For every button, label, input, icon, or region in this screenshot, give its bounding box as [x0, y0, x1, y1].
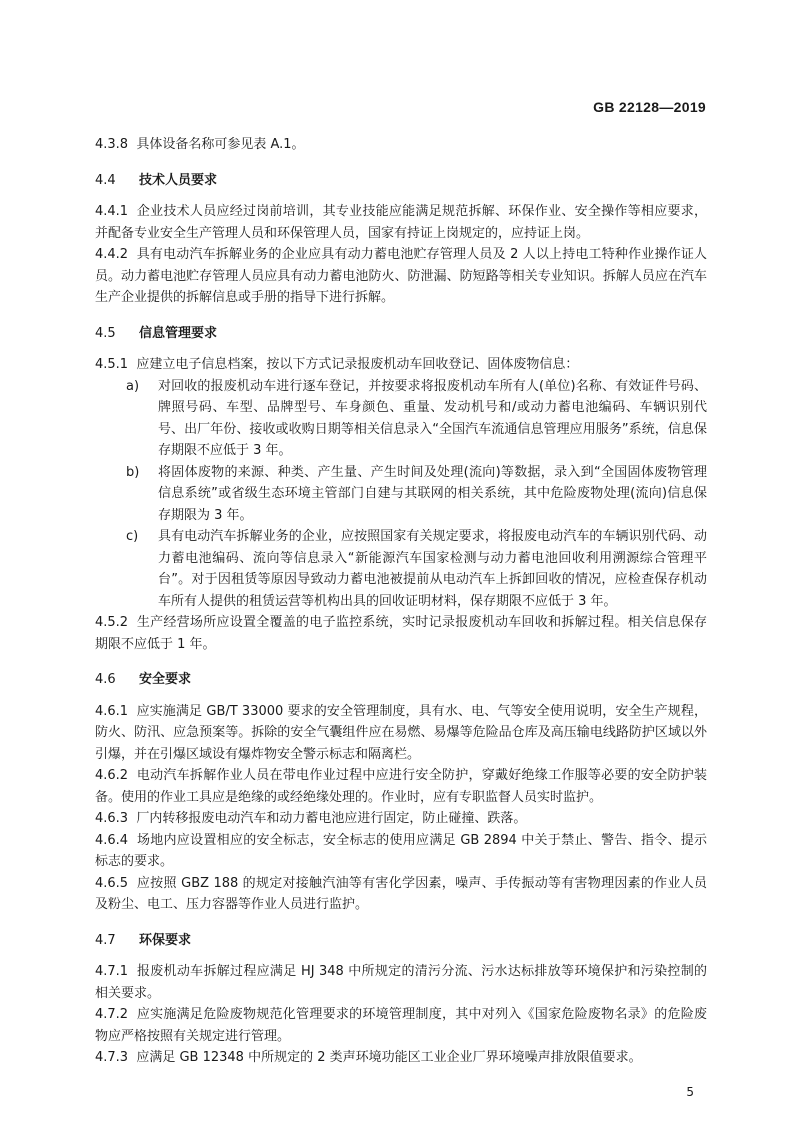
- clause-text: 报废机动车拆解过程应满足 HJ 348 中所规定的清污分流、污水达标排放等环境保护和污染控制的相关要求。: [95, 964, 708, 1001]
- clause-text: 生产经营场所应设置全覆盖的电子监控系统，实时记录报废机动车回收和拆解过程。相关信息保存期限不应低于 1 年。: [95, 615, 707, 652]
- clause-number: 4.7.3: [95, 1050, 129, 1065]
- clause-4-6-4: [95, 830, 707, 873]
- list-marker: c): [126, 529, 139, 544]
- clause-number: 4.7.2: [95, 1007, 129, 1022]
- clause-number: 4.6.5: [95, 875, 129, 891]
- section-heading-4-5: [95, 323, 707, 345]
- clause-text: 应按照 GBZ 188 的规定对接触汽油等有害化学因素，噪声、手传振动等有害物理因素的作业人员及粉尘、电工、压力容器等作业人员进行监护。: [95, 875, 708, 912]
- section-heading-4-6: [95, 669, 707, 691]
- clause-4-4-2: [95, 244, 707, 309]
- clause-4-6-5: [95, 873, 707, 916]
- clause-number: 4.6.2: [95, 768, 129, 783]
- list-item-c: [95, 526, 707, 612]
- list-4-5-1: [95, 376, 707, 613]
- clause-number: 4.6.4: [95, 832, 129, 848]
- clause-4-7-1: [95, 961, 707, 1004]
- page-body: [95, 134, 707, 1069]
- clause-number: 4.4.2: [95, 247, 129, 262]
- clause-4-6-3: [95, 808, 707, 830]
- clause-4-7-2: [95, 1004, 707, 1047]
- section-title: 环保要求: [139, 932, 192, 948]
- section-title: 技术人员要求: [139, 172, 218, 188]
- list-marker: a): [126, 378, 140, 394]
- clause-text: 应建立电子信息档案，按以下方式记录报废机动车回收登记、固体废物信息：: [136, 357, 579, 372]
- clause-number: 4.4.1: [95, 204, 129, 219]
- clause-4-6-1: [95, 701, 707, 766]
- clause-4-5-2: [95, 612, 707, 655]
- clause-text: 应实施满足危险废物规范化管理要求的环境管理制度，其中对列入《国家危险废物名录》的危险废物应严格按照有关规定进行管理。: [95, 1007, 707, 1044]
- clause-number: 4.5.1: [95, 357, 129, 372]
- clause-4-6-2: [95, 765, 707, 808]
- section-title: 安全要求: [139, 672, 192, 687]
- section-title: 信息管理要求: [139, 325, 218, 341]
- list-item-a: [95, 376, 707, 462]
- clause-4-4-1: [95, 201, 707, 244]
- clause-text: 应实施满足 GB/T 33000 要求的安全管理制度，具有水、电、气等安全使用说明，安全生产规程，防火、防汛、应急预案等。拆除的安全气囊组件应在易燃、易爆等危险品仓库及高压输电线路防护区域以外引爆，并在引爆区域设有爆炸物安全警示标志和隔离栏。: [95, 703, 707, 762]
- clause-number: 4.3.8: [95, 137, 129, 152]
- list-item-text: 具有电动汽车拆解业务的企业，应按照国家有关规定要求，将报废电动汽车的车辆识别代码、动力蓄电池编码、流向等信息录入“新能源汽车国家检测与动力蓄电池回收利用溯源综合管理平台”。对于因租赁等原因导致动力蓄电池被提前从电动汽车上拆卸回收的情况，应检查保存机动车所有人提供的租赁运营等机构出具的回收证明材料，保存期限不应低于 3 年。: [158, 529, 707, 609]
- clause-4-7-3: [95, 1047, 707, 1069]
- clause-text: 具体设备名称可参见表 A.1。: [136, 137, 305, 152]
- clause-number: 4.6.1: [95, 703, 129, 719]
- clause-4-5-1: [95, 354, 707, 376]
- section-number: 4.6: [95, 672, 116, 687]
- list-item-text: 对回收的报废机动车进行逐车登记，并按要求将报废机动车所有人(单位)名称、有效证件号码、牌照号码、车型、品牌型号、车身颜色、重量、发动机号和/或动力蓄电池编码、车辆识别代号、出厂年份、接收或收购日期等相关信息录入“全国汽车流通信息管理应用服务”系统，信息保存期限不应低于 3 年。: [158, 378, 707, 458]
- clause-text: 场地内应设置相应的安全标志，安全标志的使用应满足 GB 2894 中关于禁止、警告、指令、提示标志的要求。: [95, 832, 708, 869]
- clause-number: 4.5.2: [95, 615, 129, 630]
- document-code: GB 22128—2019: [593, 99, 706, 115]
- section-heading-4-4: [95, 170, 707, 192]
- page-number: 5: [686, 1085, 694, 1099]
- clause-number: 4.6.3: [95, 811, 129, 826]
- section-number: 4.5: [95, 325, 116, 341]
- clause-number: 4.7.1: [95, 964, 129, 979]
- section-number: 4.4: [95, 172, 116, 188]
- clause-4-3-8: [95, 134, 707, 156]
- clause-text: 厂内转移报废电动汽车和动力蓄电池应进行固定，防止碰撞、跌落。: [136, 811, 527, 826]
- section-heading-4-7: [95, 930, 707, 952]
- list-item-text: 将固体废物的来源、种类、产生量、产生时间及处理(流向)等数据，录入到“全国固体废物管理信息系统”或省级生态环境主管部门自建与其联网的相关系统，其中危险废物处理(流向)信息保存期限为 3 年。: [158, 464, 707, 523]
- list-item-b: [95, 462, 707, 527]
- section-number: 4.7: [95, 932, 116, 948]
- clause-text: 应满足 GB 12348 中所规定的 2 类声环境功能区工业企业厂界环境噪声排放限值要求。: [136, 1050, 642, 1065]
- clause-text: 具有电动汽车拆解业务的企业应具有动力蓄电池贮存管理人员及 2 人以上持电工特种作业操作证人员。动力蓄电池贮存管理人员应具有动力蓄电池防火、防泄漏、防短路等相关专业知识。拆解人员应在汽车生产企业提供的拆解信息或手册的指导下进行拆解。: [95, 247, 708, 305]
- clause-text: 企业技术人员应经过岗前培训，其专业技能应能满足规范拆解、环保作业、安全操作等相应要求，并配备专业安全生产管理人员和环保管理人员，国家有持证上岗规定的，应持证上岗。: [95, 204, 707, 241]
- clause-text: 电动汽车拆解作业人员在带电作业过程中应进行安全防护，穿戴好绝缘工作服等必要的安全防护装备。使用的作业工具应是绝缘的或经绝缘处理的。作业时，应有专职监督人员实时监护。: [95, 768, 707, 805]
- list-marker: b): [126, 464, 140, 480]
